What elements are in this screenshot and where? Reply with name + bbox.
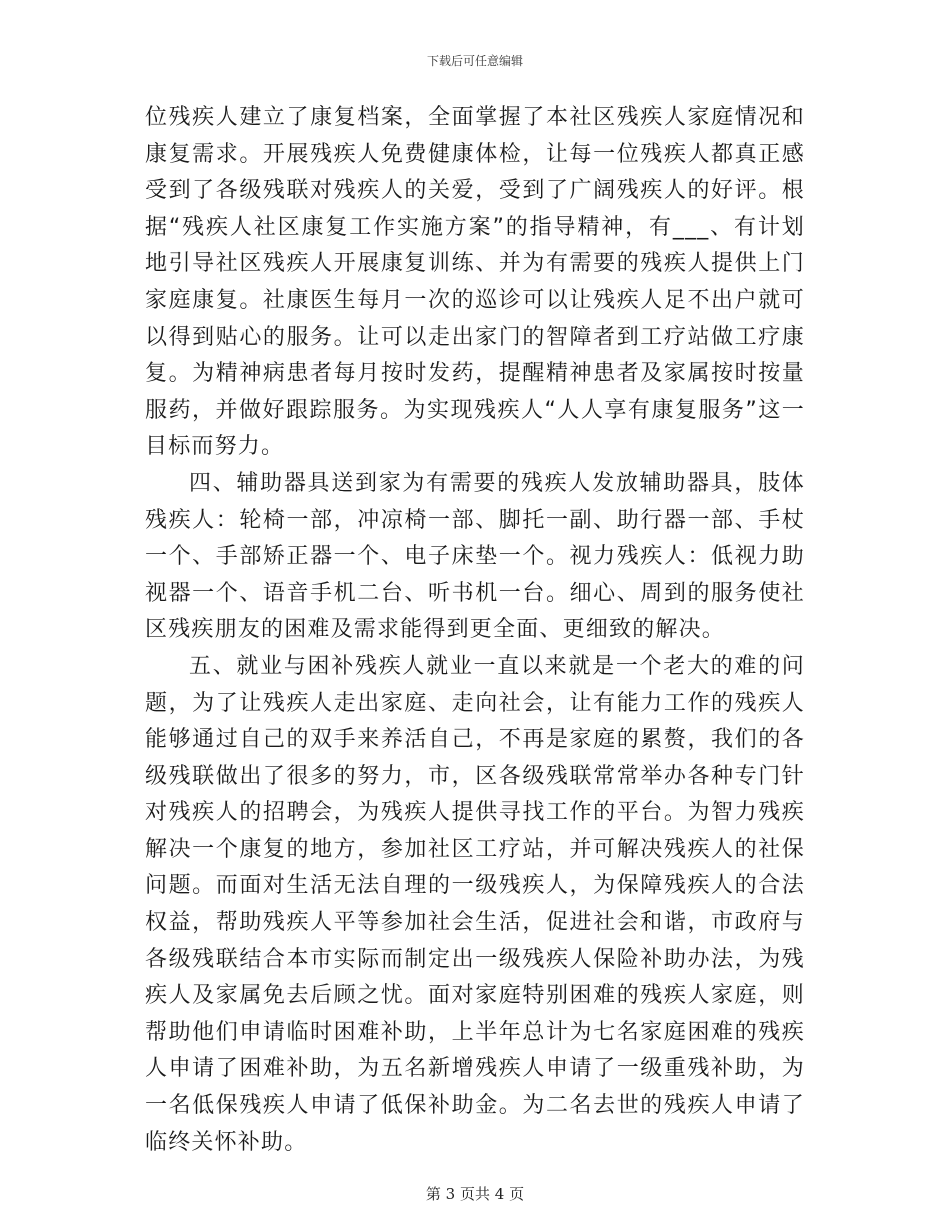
paragraph-assistive-devices: 四、辅助器具送到家为有需要的残疾人发放辅助器具，肢体残疾人：轮椅一部，冲凉椅一部、脚托一副、助行器一部、手杖一个、手部矫正器一个、电子床垫一个。视力残疾人：低视力助视器一个、语音手机二台、听书机一台。细心、周到的服务使社区残疾朋友的困难及需求能得到更全面、更细致的解决。	[145, 470, 805, 643]
paragraph-employment-subsidy: 五、就业与困补残疾人就业一直以来就是一个老大的难的问题，为了让残疾人走出家庭、走向社会，让有能力工作的残疾人能够通过自己的双手来养活自己，不再是家庭的累赘，我们的各级残联做出了很多的努力，市，区各级残联常常举办各种专门针对残疾人的招聘会，为残疾人提供寻找工作的平台。为智力残疾解决一个康复的地方，参加社区工疗站，并可解决残疾人的社保问题。而面对生活无法自理的一级残疾人，为保障残疾人的合法权益，帮助残疾人平等参加社会生活，促进社会和谐，市政府与各级残联结合本市实际而制定出一级残疾人保险补助办法，为残疾人及家属免去后顾之忧。面对家庭特别困难的残疾人家庭，则帮助他们申请临时困难补助，上半年总计为七名家庭困难的残疾人申请了困难补助，为五名新增残疾人申请了一级重残补助，为一名低保残疾人申请了低保补助金。为二名去世的残疾人申请了临终关怀补助。	[145, 653, 805, 1155]
page-header: 下载后可任意编辑	[426, 54, 523, 68]
page-footer: 第 3 页共 4 页	[425, 1185, 525, 1203]
document-body	[145, 100, 805, 1161]
paragraph-rehabilitation: 位残疾人建立了康复档案，全面掌握了本社区残疾人家庭情况和康复需求。开展残疾人免费健康体检，让每一位残疾人都真正感受到了各级残联对残疾人的关爱，受到了广阔残疾人的好评。根据“残疾人社区康复工作实施方案”的指导精神，有___、有计划地引导社区残疾人开展康复训练、并为有需要的残疾人提供上门家庭康复。社康医生每月一次的巡诊可以让残疾人足不出户就可以得到贴心的服务。让可以走出家门的智障者到工疗站做工疗康复。为精神病患者每月按时发药，提醒精神患者及家属按时按量服药，并做好跟踪服务。为实现残疾人“人人享有康复服务”这一目标而努力。	[145, 105, 805, 460]
